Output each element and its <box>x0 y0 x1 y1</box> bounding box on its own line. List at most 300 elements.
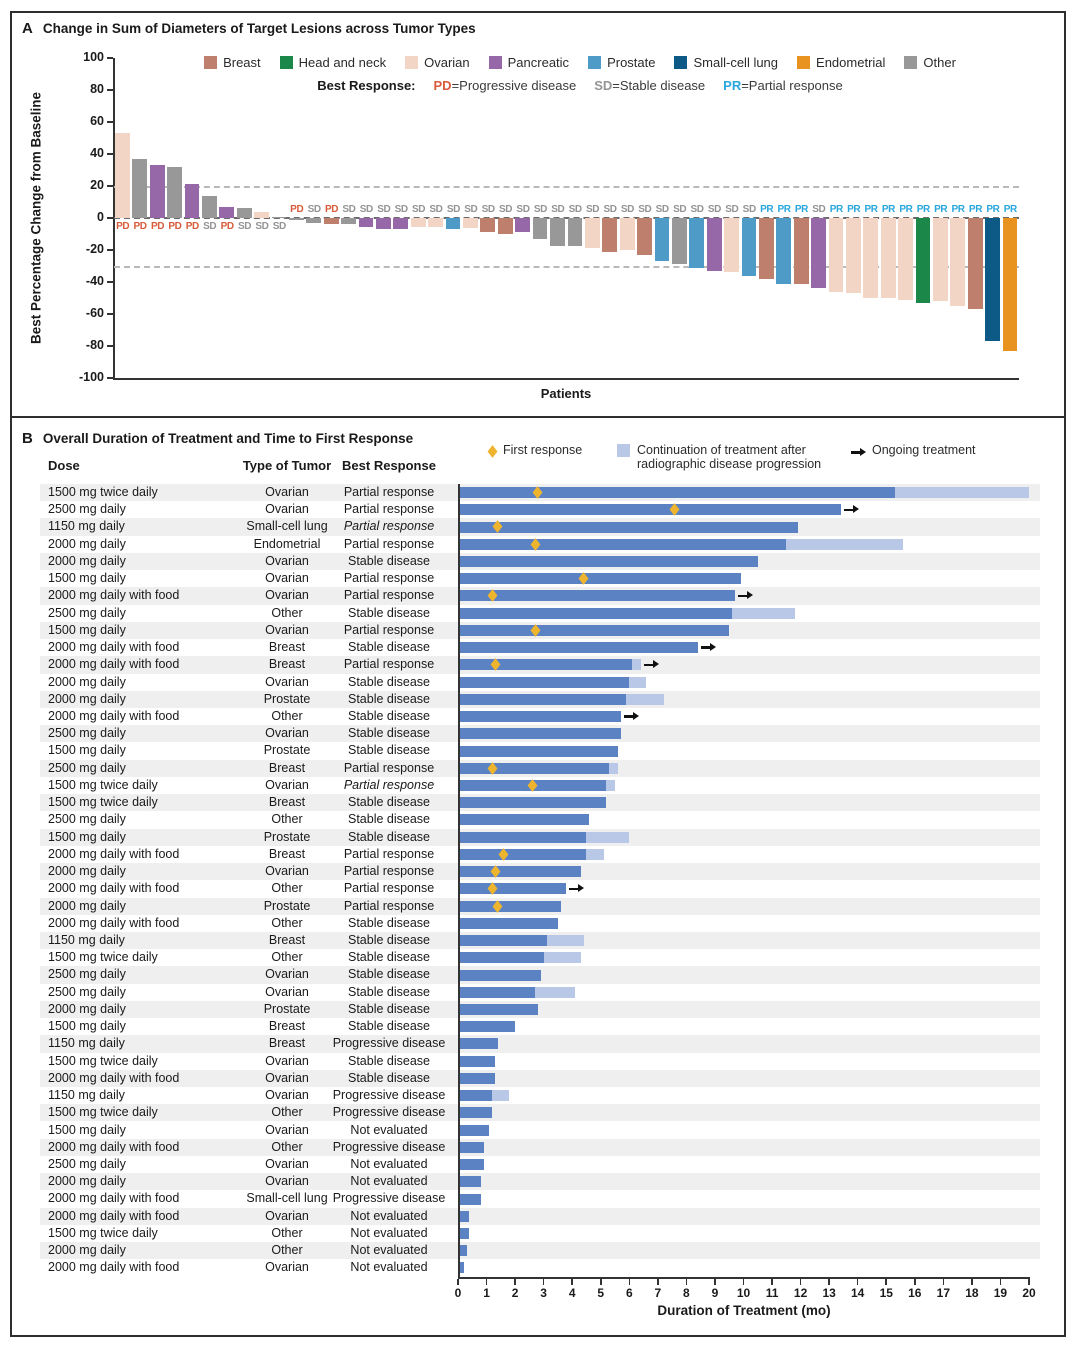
row-dose: 1500 mg twice daily <box>48 795 158 810</box>
treatment-bar <box>458 608 732 619</box>
waterfall-bar-response-label: SD <box>255 221 269 232</box>
treatment-bar <box>458 504 841 515</box>
waterfall-bar <box>237 208 252 218</box>
treatment-bar <box>458 1228 469 1239</box>
row-dose: 2000 mg daily with food <box>48 708 180 723</box>
waterfall-bar <box>933 218 948 301</box>
x-tick-label: 20 <box>1022 1286 1036 1300</box>
waterfall-bar <box>533 218 548 239</box>
continuation-bar <box>895 487 1029 498</box>
row-response: Progressive disease <box>332 1191 446 1206</box>
row-response: Stable disease <box>347 984 430 999</box>
waterfall-bar <box>672 218 687 264</box>
y-tick-label: -100 <box>78 370 104 384</box>
x-tick <box>514 1279 516 1285</box>
waterfall-bar <box>655 218 670 261</box>
row-dose: 1500 mg twice daily <box>48 1225 158 1240</box>
waterfall-bar <box>846 218 861 293</box>
row-stripe <box>40 1035 1040 1052</box>
x-tick <box>971 1279 973 1285</box>
response-code: PD <box>433 78 452 93</box>
row-dose: 1150 mg daily <box>48 519 125 534</box>
swimmer-row <box>0 1139 1080 1156</box>
continuation-bar <box>544 952 581 963</box>
waterfall-bar-response-label: PR <box>794 204 808 215</box>
continuation-bar <box>535 987 575 998</box>
waterfall-bar <box>568 218 583 246</box>
row-tumor: Ovarian <box>265 777 309 792</box>
row-tumor: Ovarian <box>265 967 309 982</box>
row-response: Progressive disease <box>332 1088 446 1103</box>
row-tumor: Ovarian <box>265 553 309 568</box>
waterfall-bar-response-label: PR <box>864 204 878 215</box>
swimmer-row <box>0 760 1080 777</box>
waterfall-bar <box>724 218 739 272</box>
response-legend-item-pr <box>723 78 843 93</box>
waterfall-bar-response-label: SD <box>742 204 756 215</box>
x-tick-label: 3 <box>540 1286 547 1300</box>
x-tick-label: 1 <box>483 1286 490 1300</box>
panel-divider <box>10 416 1066 418</box>
waterfall-bar <box>863 218 878 298</box>
row-response: Stable disease <box>347 605 430 620</box>
y-tick-label: 100 <box>83 50 104 64</box>
row-response: Not evaluated <box>350 1208 428 1223</box>
swimmer-row <box>0 587 1080 604</box>
row-response: Stable disease <box>347 915 430 930</box>
y-tick <box>107 313 113 315</box>
tumor-swatch-icon <box>280 56 293 69</box>
row-dose: 1500 mg twice daily <box>48 1053 158 1068</box>
waterfall-bar-response-label: PR <box>916 204 930 215</box>
swimmer-row <box>0 898 1080 915</box>
row-response: Stable disease <box>347 932 430 947</box>
legend-item-endometrial <box>797 55 885 70</box>
row-response: Stable disease <box>347 553 430 568</box>
ongoing-treatment-arrow-icon <box>844 509 853 512</box>
row-response: Not evaluated <box>350 1225 428 1240</box>
row-dose: 2500 mg daily <box>48 726 126 741</box>
panel-b-letter: B <box>22 430 33 447</box>
x-tick <box>1028 1279 1030 1285</box>
waterfall-bar <box>202 196 217 218</box>
x-tick-label: 14 <box>851 1286 865 1300</box>
row-tumor: Prostate <box>263 898 311 913</box>
swimmer-row <box>0 536 1080 553</box>
row-response: Stable disease <box>347 743 430 758</box>
x-tick-label: 10 <box>736 1286 751 1300</box>
legend-item-label: Prostate <box>607 55 656 70</box>
continuation-bar <box>626 694 663 705</box>
swimmer-row <box>0 518 1080 535</box>
waterfall-bar-response-label: SD <box>307 204 321 215</box>
waterfall-bar <box>602 218 617 252</box>
swimmer-row <box>0 622 1080 639</box>
waterfall-bar-response-label: SD <box>481 204 495 215</box>
row-response: Stable disease <box>347 1070 430 1085</box>
row-tumor: Other <box>271 1225 303 1240</box>
continuation-bar <box>547 935 584 946</box>
row-tumor: Ovarian <box>265 1122 309 1137</box>
treatment-bar <box>458 1176 481 1187</box>
x-tick <box>657 1279 659 1285</box>
row-response: Partial response <box>343 864 435 879</box>
swimmer-row <box>0 915 1080 932</box>
row-response: Stable disease <box>347 950 430 965</box>
x-tick <box>771 1279 773 1285</box>
waterfall-bar-response-label: SD <box>377 204 391 215</box>
tumor-type-legend <box>120 55 1040 70</box>
treatment-bar <box>458 952 544 963</box>
row-dose: 2000 mg daily with food <box>48 881 180 896</box>
waterfall-bar-response-label: PD <box>324 204 339 215</box>
response-legend-item-pd <box>434 78 577 93</box>
row-tumor: Ovarian <box>265 588 309 603</box>
waterfall-bar <box>306 218 321 223</box>
y-tick <box>107 89 113 91</box>
waterfall-bar-response-label: SD <box>707 204 721 215</box>
row-response: Not evaluated <box>350 1243 428 1258</box>
row-tumor: Ovarian <box>265 1208 309 1223</box>
row-response: Partial response <box>343 622 435 637</box>
waterfall-bar-response-label: PR <box>1003 204 1017 215</box>
waterfall-bar <box>985 218 1000 341</box>
row-dose: 1150 mg daily <box>48 1036 125 1051</box>
swimmer-row <box>0 811 1080 828</box>
waterfall-bar <box>341 218 356 224</box>
waterfall-bar-response-label: PR <box>968 204 983 215</box>
row-tumor: Small-cell lung <box>246 1191 328 1206</box>
column-header-response: Best Response <box>342 458 436 473</box>
row-dose: 2500 mg daily <box>48 760 126 775</box>
x-tick <box>714 1279 716 1285</box>
waterfall-bar <box>324 218 339 224</box>
row-dose: 2500 mg daily <box>48 812 126 827</box>
waterfall-bar-response-label: PR <box>829 204 843 215</box>
row-dose: 1500 mg twice daily <box>48 1105 158 1120</box>
continuation-bar <box>586 849 603 860</box>
x-tick-label: 17 <box>936 1286 951 1300</box>
waterfall-bar <box>446 218 461 229</box>
row-response: Partial response <box>343 881 435 896</box>
waterfall-bar-response-label: PD <box>185 221 199 232</box>
panel-b-title: B Overall Duration of Treatment and Time to First Response <box>22 430 414 447</box>
row-dose: 1500 mg daily <box>48 1019 126 1034</box>
row-dose: 2000 mg daily with food <box>48 1208 180 1223</box>
panel-a-letter: A <box>22 20 33 37</box>
legend-item-label: Breast <box>223 55 261 70</box>
reference-line <box>114 186 1019 188</box>
swimmer-row <box>0 1122 1080 1139</box>
waterfall-bar-response-label: SD <box>620 204 634 215</box>
x-tick-label: 11 <box>765 1286 779 1300</box>
treatment-bar <box>458 625 729 636</box>
x-tick <box>600 1279 602 1285</box>
row-dose: 1500 mg daily <box>48 571 126 586</box>
waterfall-bar <box>881 218 896 298</box>
x-tick <box>800 1279 802 1285</box>
treatment-bar <box>458 1194 481 1205</box>
tumor-swatch-icon <box>588 56 601 69</box>
treatment-bar <box>458 1142 484 1153</box>
waterfall-bar-response-label: PD <box>220 221 234 232</box>
row-response: Stable disease <box>347 812 430 827</box>
row-dose: 2000 mg daily <box>48 864 126 879</box>
row-dose: 2000 mg daily with food <box>48 1191 180 1206</box>
row-response: Stable disease <box>347 640 430 655</box>
treatment-bar <box>458 677 629 688</box>
row-dose: 2000 mg daily <box>48 1243 126 1258</box>
row-tumor: Breast <box>268 657 306 672</box>
waterfall-bar <box>1003 218 1018 351</box>
x-tick-label: 9 <box>711 1286 719 1300</box>
row-tumor: Breast <box>268 1019 306 1034</box>
waterfall-bar <box>707 218 722 271</box>
swimmer-row <box>0 829 1080 846</box>
response-code: PR <box>723 78 742 93</box>
treatment-bar <box>458 1073 495 1084</box>
legend-item-other <box>904 55 956 70</box>
row-tumor: Ovarian <box>265 1260 309 1275</box>
waterfall-bar <box>376 218 391 229</box>
waterfall-bar-response-label: SD <box>586 204 600 215</box>
treatment-bar <box>458 1090 492 1101</box>
row-response: Not evaluated <box>350 1260 428 1275</box>
x-tick <box>543 1279 545 1285</box>
tumor-swatch-icon <box>904 56 917 69</box>
x-tick <box>828 1279 830 1285</box>
legend-item-small-cell-lung <box>674 55 778 70</box>
row-tumor: Other <box>271 915 303 930</box>
swimmer-row <box>0 932 1080 949</box>
swimmer-row <box>0 1018 1080 1035</box>
row-tumor: Other <box>271 605 303 620</box>
waterfall-bar-response-label: PD <box>133 221 147 232</box>
row-response: Partial response <box>343 485 435 499</box>
waterfall-bar <box>794 218 809 284</box>
row-tumor: Other <box>271 1105 303 1120</box>
row-response: Partial response <box>343 657 435 672</box>
column-header-dose: Dose <box>48 458 80 473</box>
treatment-bar <box>458 659 632 670</box>
x-tick-label: 6 <box>625 1286 633 1300</box>
swimmer-row <box>0 1156 1080 1173</box>
row-tumor: Prostate <box>263 743 311 758</box>
row-dose: 2000 mg daily <box>48 898 126 913</box>
waterfall-bar <box>254 212 269 218</box>
waterfall-bar <box>916 218 931 303</box>
row-response: Not evaluated <box>350 1174 428 1189</box>
continuation-bar <box>629 677 646 688</box>
treatment-bar <box>458 1056 495 1067</box>
row-response: Stable disease <box>347 829 430 844</box>
row-dose: 2500 mg daily <box>48 502 126 517</box>
waterfall-bar <box>219 207 234 218</box>
waterfall-bar <box>428 218 443 227</box>
row-tumor: Other <box>271 950 303 965</box>
row-tumor: Ovarian <box>265 502 309 517</box>
row-stripe <box>40 1139 1040 1156</box>
response-legend-item-sd <box>594 78 705 93</box>
row-tumor: Breast <box>268 760 306 775</box>
treatment-bar <box>458 1107 492 1118</box>
row-tumor: Small-cell lung <box>246 519 328 534</box>
row-dose: 1500 mg daily <box>48 829 126 844</box>
x-tick-label: 0 <box>454 1286 462 1300</box>
swimmer-row <box>0 1070 1080 1087</box>
column-header-tumor: Type of Tumor <box>242 458 332 473</box>
x-tick-label: 16 <box>908 1286 922 1300</box>
waterfall-bar <box>167 167 182 218</box>
row-response: Not evaluated <box>350 1156 428 1171</box>
row-tumor: Breast <box>268 932 306 947</box>
y-tick-label: -20 <box>85 242 104 256</box>
row-response: Stable disease <box>347 795 430 810</box>
row-response: Partial response <box>343 571 435 586</box>
swimmer-row <box>0 984 1080 1001</box>
row-dose: 2000 mg daily <box>48 691 126 706</box>
row-response: Stable disease <box>347 1019 430 1034</box>
row-dose: 1150 mg daily <box>48 1088 125 1103</box>
waterfall-bar-response-label: SD <box>203 221 217 232</box>
row-dose: 2000 mg daily with food <box>48 846 180 861</box>
row-tumor: Ovarian <box>265 726 309 741</box>
panel-b-y-axis <box>458 484 460 1278</box>
treatment-bar <box>458 1211 469 1222</box>
response-label: =Partial response <box>741 78 843 93</box>
legend-item-label: Pancreatic <box>507 55 570 70</box>
swimmer-row <box>0 1208 1080 1225</box>
waterfall-bar-response-label: SD <box>603 204 617 215</box>
continuation-bar <box>492 1090 509 1101</box>
waterfall-bar-response-label: SD <box>673 204 687 215</box>
waterfall-bar <box>515 218 530 232</box>
waterfall-bar-response-label: SD <box>237 221 252 232</box>
x-tick-label: 12 <box>793 1286 808 1300</box>
x-tick <box>457 1279 459 1285</box>
best-response-legend <box>120 78 1040 93</box>
row-dose: 2000 mg daily <box>48 674 126 689</box>
row-tumor: Breast <box>268 846 306 861</box>
waterfall-bar-response-label: PR <box>847 204 861 215</box>
row-stripe <box>40 1001 1040 1018</box>
legend-item-label: Endometrial <box>816 55 886 70</box>
row-dose: 2000 mg daily with food <box>48 640 180 655</box>
waterfall-bar <box>585 218 600 248</box>
x-tick-label: 4 <box>568 1286 576 1300</box>
row-response: Partial response <box>343 588 435 603</box>
y-tick <box>107 153 113 155</box>
waterfall-bar <box>498 218 513 234</box>
waterfall-bar <box>185 184 200 218</box>
row-response: Progressive disease <box>332 1139 446 1154</box>
waterfall-bar-response-label: SD <box>516 204 530 215</box>
row-tumor: Ovarian <box>265 485 309 499</box>
x-tick-label: 15 <box>879 1286 893 1300</box>
swimmer-row <box>0 742 1080 759</box>
treatment-bar <box>458 1021 515 1032</box>
treatment-bar <box>458 746 618 757</box>
x-tick <box>743 1279 745 1285</box>
x-tick <box>914 1279 916 1285</box>
row-response: Partial response <box>343 898 435 913</box>
row-response: Stable disease <box>347 1001 430 1016</box>
swimmer-row <box>0 1259 1080 1276</box>
waterfall-bar-response-label: SD <box>551 204 565 215</box>
swimmer-row <box>0 1225 1080 1242</box>
waterfall-bar <box>776 218 791 284</box>
swimmer-row <box>0 570 1080 587</box>
swimmer-row <box>0 674 1080 691</box>
y-tick-label: 60 <box>90 114 104 128</box>
treatment-bar <box>458 556 758 567</box>
y-tick-label: -60 <box>85 306 104 320</box>
waterfall-bar <box>898 218 913 300</box>
swimmer-row <box>0 501 1080 518</box>
treatment-bar <box>458 1125 489 1136</box>
waterfall-bar <box>811 218 826 288</box>
treatment-bar <box>458 918 558 929</box>
row-dose: 2000 mg daily <box>48 1001 126 1016</box>
y-tick <box>107 377 113 379</box>
swimmer-row <box>0 639 1080 656</box>
treatment-bar <box>458 573 741 584</box>
y-tick-label: -80 <box>85 338 104 352</box>
row-tumor: Other <box>271 812 303 827</box>
waterfall-bar-response-label: PR <box>760 204 774 215</box>
row-dose: 2000 mg daily <box>48 1174 126 1189</box>
waterfall-bar-response-label: PR <box>777 204 791 215</box>
waterfall-bar-response-label: SD <box>359 204 373 215</box>
row-stripe <box>40 1208 1040 1225</box>
legend-item-label: Other <box>923 55 956 70</box>
waterfall-bar <box>359 218 374 227</box>
swimmer-row <box>0 691 1080 708</box>
row-tumor: Ovarian <box>265 1088 309 1103</box>
row-response: Partial response <box>343 777 435 792</box>
row-tumor: Ovarian <box>265 674 309 689</box>
row-stripe <box>40 1173 1040 1190</box>
treatment-bar <box>458 642 698 653</box>
legend-item-head-and-neck <box>280 55 386 70</box>
y-tick-label: 20 <box>90 178 104 192</box>
row-dose: 2000 mg daily <box>48 553 126 568</box>
waterfall-bar <box>115 133 130 218</box>
tumor-swatch-icon <box>405 56 418 69</box>
waterfall-bar <box>829 218 844 292</box>
tumor-swatch-icon <box>204 56 217 69</box>
swimmer-row <box>0 605 1080 622</box>
row-tumor: Other <box>271 881 303 896</box>
legend-item-breast <box>204 55 261 70</box>
ongoing-treatment-arrow-icon <box>738 595 747 598</box>
swimmer-row <box>0 777 1080 794</box>
row-response: Progressive disease <box>332 1036 446 1051</box>
ongoing-treatment-arrow-icon <box>624 715 633 718</box>
row-dose: 1500 mg twice daily <box>48 485 158 499</box>
row-response: Stable disease <box>347 674 430 689</box>
waterfall-bar-response-label: SD <box>394 204 408 215</box>
row-dose: 1500 mg daily <box>48 622 126 637</box>
row-dose: 2000 mg daily <box>48 536 126 551</box>
tumor-swatch-icon <box>797 56 810 69</box>
x-tick <box>629 1279 631 1285</box>
treatment-bar <box>458 987 535 998</box>
continuation-bar <box>732 608 795 619</box>
row-stripe <box>40 1242 1040 1259</box>
treatment-bar <box>458 935 547 946</box>
waterfall-bar-response-label: SD <box>499 204 513 215</box>
